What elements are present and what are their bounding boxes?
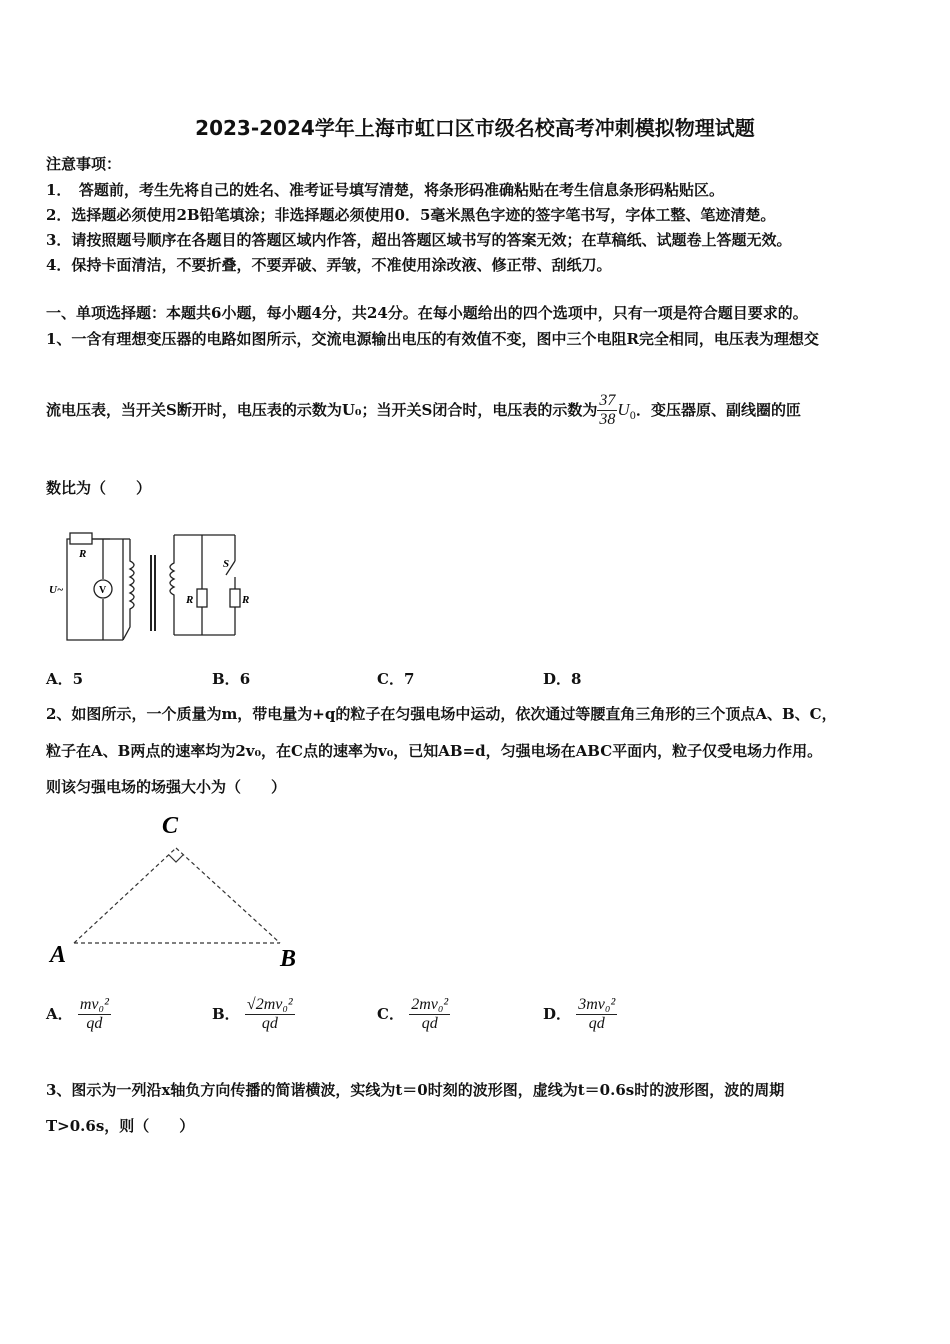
q1-option-c[interactable] [377,668,414,689]
option-label: D． [543,670,572,688]
q2-option-a[interactable] [46,996,111,1034]
q2-line1: 2、如图所示，一个质量为m，带电量为+q的粒子在匀强电场中运动，依次通过等腰直角三角形的三个顶点A、B、C， [46,705,837,723]
option-text: 6 [239,670,251,688]
secondary-coil-icon [170,535,174,635]
notice-item: 2．选择题必须使用2B铅笔填涂；非选择题必须使用0．5毫米黑色字迹的签字笔书写，字体工整、笔迹清楚。 [46,206,776,224]
section-heading: 一、单项选择题：本题共6小题，每小题4分，共24分。在每小题给出的四个选项中，只有一项是符合题目要求的。 [46,304,808,322]
q1-fraction-num: 37 [599,392,616,409]
side-ac [74,848,176,943]
q1-line3: 数比为（ ） [46,479,152,497]
q2-option-d[interactable] [543,996,617,1034]
circuit-figure [46,527,256,652]
resistor-icon [197,589,207,607]
right-angle-mark [169,855,183,862]
q2-option-c[interactable] [377,996,450,1034]
option-label: B． [212,1004,240,1023]
option-text: 8 [571,670,582,688]
fraction-num: 3mv₀² [578,996,616,1013]
option-fraction [409,996,450,1034]
notice-heading: 注意事项： [46,155,122,173]
q1-frac-var: U [617,399,630,419]
q1-line2 [46,392,801,430]
q1-line2-a: 流电压表，当开关S断开时，电压表的示数为U₀；当开关S闭合时，电压表的示数为 [46,400,598,419]
q1-line2-b: ．变压器原、副线圈的匝 [635,400,801,419]
q1-frac-sub: 0 [629,410,636,422]
q3-line2: T>0.6s，则（ ） [46,1117,195,1135]
fraction-num: √2mv₀² [246,996,293,1013]
label-a: A [50,942,67,968]
option-label: B． [212,670,240,688]
fraction-num: 2mv₀² [411,996,449,1013]
resistor-top-icon [70,533,92,544]
resistor-icon [230,589,240,607]
q1-fraction [597,392,617,430]
q1-option-b[interactable] [212,668,250,689]
label-switch: S [223,558,230,570]
option-text: 5 [72,670,84,688]
option-fraction [78,996,111,1034]
label-r-top: R [79,548,87,560]
page-title: 2023-2024学年上海市虹口区市级名校高考冲刺模拟物理试题 [195,116,755,140]
triangle-figure [44,808,314,973]
q1-option-d[interactable] [543,668,581,689]
label-r2: R [242,594,250,606]
option-fraction [576,996,617,1034]
fraction-den: qd [576,1014,617,1033]
primary-coil-icon [123,539,134,640]
label-meter: V [99,585,107,596]
fraction-den: qd [245,1014,295,1033]
option-label: C． [377,1004,404,1023]
option-label: C． [377,670,404,688]
fraction-num: mv₀² [79,996,109,1013]
label-b: B [280,946,297,972]
q1-line1: 1、一含有理想变压器的电路如图所示，交流电源输出电压的有效值不变，图中三个电阻R完全相同，电压表为理想交 [46,330,819,348]
side-cb [176,848,280,943]
option-text: 7 [403,670,415,688]
label-r1: R [186,594,194,606]
notice-item: 3．请按照题号顺序在各题目的答题区域内作答，超出答题区域书写的答案无效；在草稿纸、试题卷上答题无效。 [46,231,792,249]
q2-line2: 粒子在A、B两点的速率均为2v₀，在C点的速率为v₀，已知AB=d，匀强电场在ABC平面内，粒子仅受电场力作用。 [46,742,823,760]
option-label: D． [543,1004,572,1023]
q3-line1: 3、图示为一列沿x轴负方向传播的简谐横波，实线为t＝0时刻的波形图，虚线为t＝0.6s时的波形图，波的周期 [46,1081,785,1099]
option-label: A． [46,1004,73,1023]
option-label: A． [46,670,73,688]
notice-item: 1． 答题前，考生先将自己的姓名、准考证号填写清楚，将条形码准确粘贴在考生信息条形码粘贴区。 [46,181,724,199]
q1-option-a[interactable] [46,668,83,689]
q2-option-b[interactable] [212,996,295,1034]
fraction-den: qd [78,1014,111,1033]
label-source: U~ [49,584,64,596]
notice-item: 4．保持卡面清洁，不要折叠，不要弄破、弄皱，不准使用涂改液、修正带、刮纸刀。 [46,256,612,274]
q2-line3: 则该匀强电场的场强大小为（ ） [46,778,287,796]
q1-fraction-den: 38 [599,411,616,429]
option-fraction [245,996,295,1034]
fraction-den: qd [409,1014,450,1033]
label-c: C [162,813,179,839]
